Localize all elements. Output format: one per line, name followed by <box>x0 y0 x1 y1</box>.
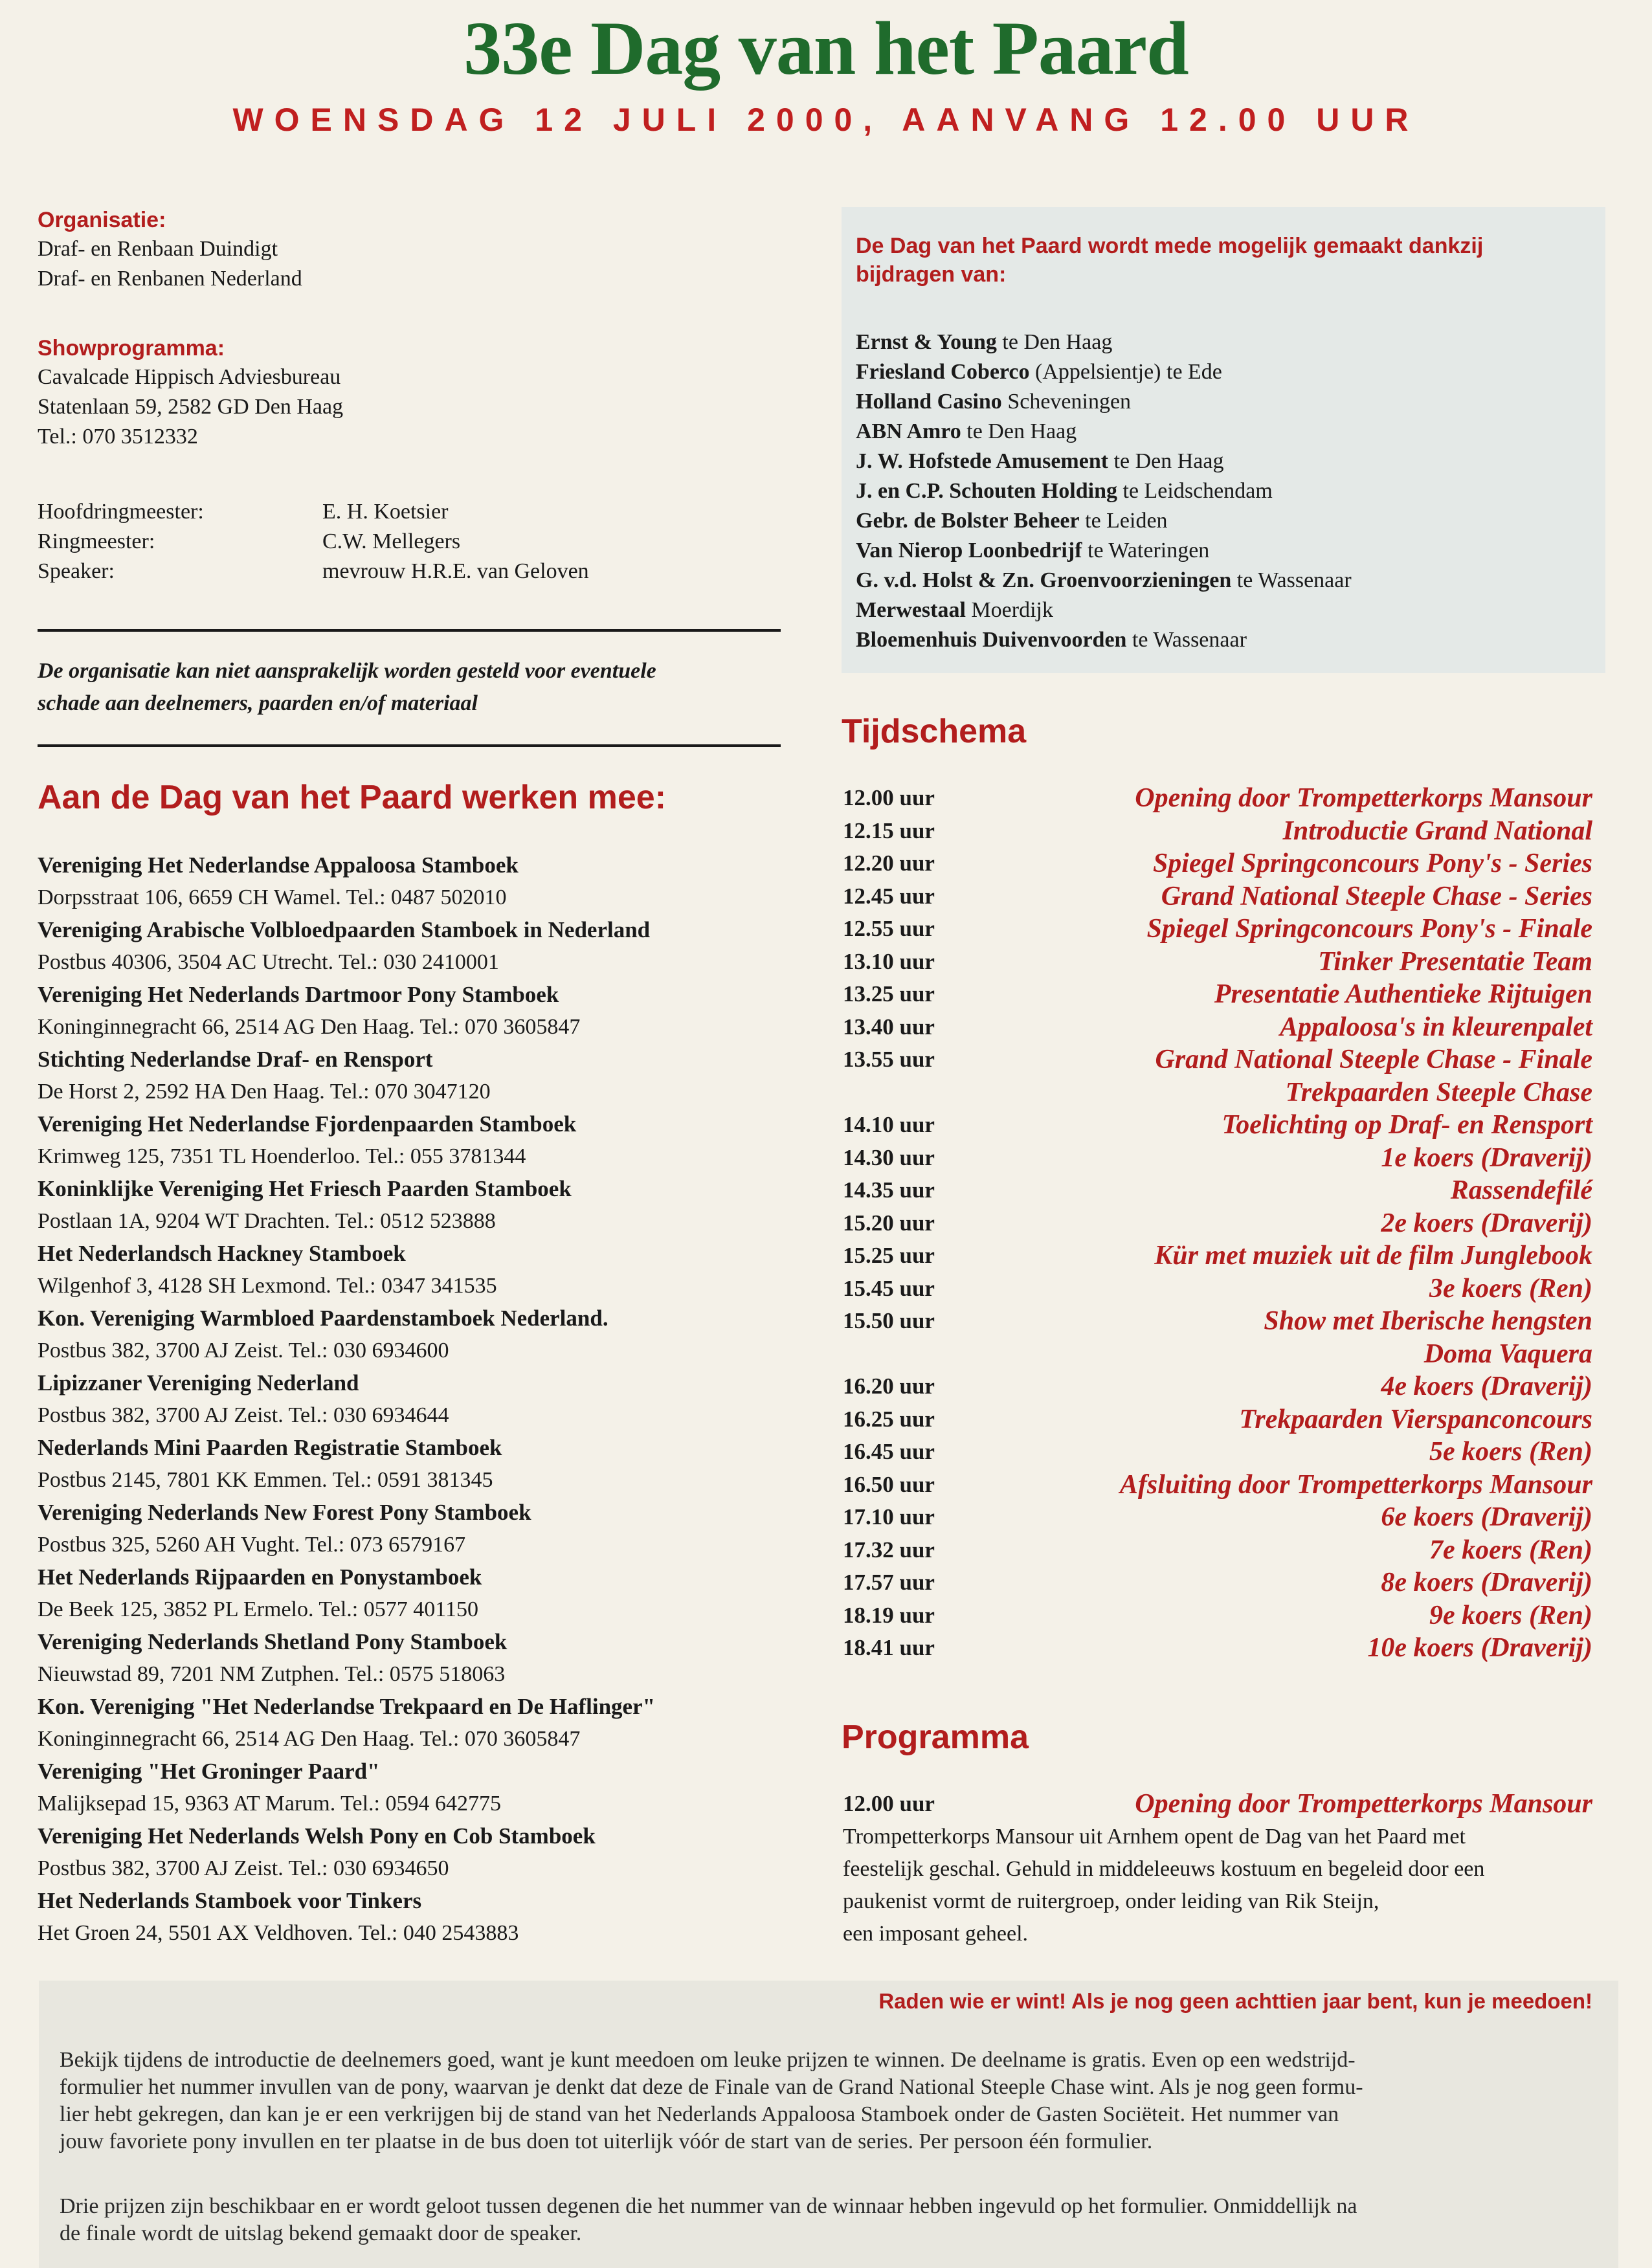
schedule-row <box>843 1273 1592 1306</box>
sponsor-location: te Den Haag <box>996 330 1113 354</box>
programma-text: Trompetterkorps Mansour uit Arnhem opent de Dag van het Paard met <box>843 1824 1466 1849</box>
schedule-event: Grand National Steeple Chase - Finale <box>1155 1045 1592 1074</box>
organisations-list <box>38 849 782 1950</box>
programma-event: Opening door Trompetterkorps Mansour <box>1135 1789 1592 1819</box>
organisation-name: Vereniging Het Nederlandse Appaloosa Stamboek <box>38 852 519 878</box>
organisation-address: Nieuwstad 89, 7201 NM Zutphen. Tel.: 0575 518063 <box>38 1662 506 1686</box>
staff-role: Ringmeester: <box>38 529 155 553</box>
schedule-event: Rassendefilé <box>1450 1175 1592 1205</box>
schedule-event: Grand National Steeple Chase - Series <box>1161 881 1592 911</box>
programma-heading: Programma <box>842 1718 1029 1756</box>
schedule-time: 14.30 uur <box>843 1144 935 1170</box>
sponsor-item <box>856 625 1600 655</box>
schedule-time: 13.25 uur <box>843 981 935 1006</box>
schedule-time: 12.00 uur <box>843 785 935 810</box>
programma-time: 12.00 uur <box>843 1791 935 1816</box>
disclaimer-line: schade aan deelnemers, paarden en/of materiaal <box>38 691 478 715</box>
divider <box>38 744 781 747</box>
contest-text: Drie prijzen zijn beschikbaar en er wordt geloot tussen degenen die het nummer van de winnaar hebben ingevuld op het formulier. Onmiddellijk na <box>60 2194 1357 2218</box>
organisation-address: De Beek 125, 3852 PL Ermelo. Tel.: 0577 401150 <box>38 1597 478 1621</box>
schedule-event: 8e koers (Draverij) <box>1381 1568 1592 1597</box>
sponsor-item <box>856 357 1600 387</box>
sponsor-location: te Leiden <box>1079 509 1168 533</box>
programma-row <box>843 1788 1592 1821</box>
staff-role: Hoofdringmeester: <box>38 500 204 524</box>
sponsor-location: te Wassenaar <box>1231 568 1352 592</box>
schedule-time: 17.57 uur <box>843 1570 935 1595</box>
schedule-time: 14.35 uur <box>843 1177 935 1203</box>
page-title: 33e Dag van het Paard <box>463 6 1189 91</box>
sponsor-item <box>856 566 1600 595</box>
schedule-row <box>843 946 1592 979</box>
schedule-time: 12.55 uur <box>843 916 935 941</box>
sponsor-location: Moerdijk <box>965 598 1053 622</box>
staff-row <box>38 527 782 557</box>
organisation-address: Krimweg 125, 7351 TL Hoenderloo. Tel.: 055 3781344 <box>38 1144 526 1168</box>
sponsor-location: te Wassenaar <box>1126 628 1247 652</box>
organisation-name: Vereniging Nederlands Shetland Pony Stamboek <box>38 1629 508 1654</box>
showprogramma-line: Cavalcade Hippisch Adviesbureau <box>38 365 341 389</box>
organisation-address: De Horst 2, 2592 HA Den Haag. Tel.: 070 3047120 <box>38 1080 491 1104</box>
schedule-event: 7e koers (Ren) <box>1429 1535 1592 1565</box>
organisatie-heading: Organisatie: <box>38 208 166 232</box>
staff-role: Speaker: <box>38 559 115 583</box>
staff-name: C.W. Mellegers <box>322 529 461 553</box>
sponsors-heading: bijdragen van: <box>856 262 1007 287</box>
organisation-name: Kon. Vereniging "Het Nederlandse Trekpaard en De Haflinger" <box>38 1694 656 1719</box>
contest-text: Bekijk tijdens de introductie de deelnemers goed, want je kunt meedoen om leuke prijzen te winnen. De deelname is gratis. Even op een wedstrijd- <box>60 2048 1356 2072</box>
schedule-row <box>843 1534 1592 1567</box>
sponsor-item <box>856 447 1600 476</box>
sponsor-location: te Leidschendam <box>1117 479 1273 503</box>
organisation-name: Het Nederlands Stamboek voor Tinkers <box>38 1888 422 1913</box>
sponsor-name: Gebr. de Bolster Beheer <box>856 509 1080 533</box>
organisatie-line: Draf- en Renbanen Nederland <box>38 267 302 291</box>
schedule-time: 16.50 uur <box>843 1471 935 1497</box>
tijdschema-heading: Tijdschema <box>842 713 1027 750</box>
schedule-event: 4e koers (Draverij) <box>1381 1372 1592 1401</box>
contest-paragraph <box>60 2047 1600 2155</box>
organisation-name: Kon. Vereniging Warmbloed Paardenstamboek Nederland. <box>38 1306 608 1331</box>
schedule-row <box>843 1109 1592 1142</box>
schedule-row <box>843 1469 1592 1502</box>
schedule-row <box>843 1174 1592 1207</box>
sponsor-name: Ernst & Young <box>856 330 997 354</box>
schedule-row <box>843 782 1592 815</box>
sponsor-name: Holland Casino <box>856 390 1002 414</box>
organisation-address: Postbus 382, 3700 AJ Zeist. Tel.: 030 6934600 <box>38 1339 449 1362</box>
sponsor-name: Bloemenhuis Duivenvoorden <box>856 628 1127 652</box>
schedule-row <box>843 913 1592 946</box>
schedule-event: 3e koers (Ren) <box>1429 1273 1592 1304</box>
showprogramma-line: Tel.: 070 3512332 <box>38 425 198 449</box>
contest-heading: Raden wie er wint! Als je nog geen achttien jaar bent, kun je meedoen! <box>878 1989 1592 2013</box>
organisation-name: Koninklijke Vereniging Het Friesch Paarden Stamboek <box>38 1176 572 1201</box>
schedule-event: Opening door Trompetterkorps Mansour <box>1135 783 1592 813</box>
staff-name: mevrouw H.R.E. van Geloven <box>322 559 589 583</box>
staff-name: E. H. Koetsier <box>322 500 449 524</box>
schedule-event: 5e koers (Ren) <box>1429 1437 1592 1467</box>
schedule-time: 14.10 uur <box>843 1112 935 1137</box>
sponsor-name: J. W. Hofstede Amusement <box>856 449 1109 473</box>
organisation-name: Vereniging Het Nederlands Welsh Pony en Cob Stamboek <box>38 1823 596 1849</box>
sponsor-name: Van Nierop Loonbedrijf <box>856 539 1082 562</box>
schedule-event: 6e koers (Draverij) <box>1381 1502 1592 1532</box>
sponsor-item <box>856 536 1600 566</box>
schedule-event: Toelichting op Draf- en Rensport <box>1222 1110 1592 1140</box>
organisation-name: Het Nederlandsch Hackney Stamboek <box>38 1241 406 1266</box>
schedule-event: Tinker Presentatie Team <box>1318 946 1592 977</box>
organisation-name: Vereniging Het Nederlandse Fjordenpaarden Stamboek <box>38 1111 577 1137</box>
showprogramma-section <box>38 334 782 452</box>
showprogramma-line: Statenlaan 59, 2582 GD Den Haag <box>38 395 344 419</box>
schedule-row <box>843 880 1592 913</box>
sponsors-list <box>856 328 1600 655</box>
schedule-row <box>843 1305 1592 1338</box>
schedule-time: 15.20 uur <box>843 1210 935 1236</box>
sponsor-item <box>856 595 1600 625</box>
organisation-address: Postbus 382, 3700 AJ Zeist. Tel.: 030 6934644 <box>38 1403 449 1427</box>
programma-text: een imposant geheel. <box>843 1921 1029 1946</box>
sponsor-name: G. v.d. Holst & Zn. Groenvoorzieningen <box>856 568 1232 592</box>
staff-row <box>38 497 782 527</box>
sponsor-location: (Appelsientje) te Ede <box>1029 360 1222 384</box>
contest-text: lier hebt gekregen, dan kan je er een verkrijgen bij de stand van het Nederlands Appaloosa Stamboek onder de Gasten Sociëteit. Het nummer van <box>60 2102 1339 2126</box>
schedule-row <box>843 1076 1592 1109</box>
staff-list <box>38 497 782 586</box>
schedule-time: 15.25 uur <box>843 1243 935 1268</box>
schedule-time: 17.32 uur <box>843 1537 935 1562</box>
programma-text: feestelijk geschal. Gehuld in middeleeuws kostuum en begeleid door een <box>843 1856 1485 1881</box>
schedule-event: Trekpaarden Steeple Chase <box>1285 1077 1592 1107</box>
contest-text: formulier het nummer invullen van de pony, waarvan je denkt dat deze de Finale van de Grand National Steeple Chase wint. Als je nog geen formu- <box>60 2075 1363 2099</box>
schedule-row <box>843 1599 1592 1632</box>
organisation-address: Het Groen 24, 5501 AX Veldhoven. Tel.: 040 2543883 <box>38 1921 519 1945</box>
schedule-event: Introductie Grand National <box>1282 816 1592 846</box>
event-date-banner: WOENSDAG 12 JULI 2000, AANVANG 12.00 UUR <box>232 102 1420 138</box>
schedule-event: 9e koers (Ren) <box>1429 1600 1592 1630</box>
sponsor-item <box>856 506 1600 536</box>
schedule-row <box>843 1403 1592 1436</box>
sponsor-location: te Den Haag <box>961 419 1077 443</box>
programma-section <box>843 1788 1592 1950</box>
sponsor-name: J. en C.P. Schouten Holding <box>856 479 1117 503</box>
schedule-time: 16.25 uur <box>843 1406 935 1432</box>
schedule-time: 18.19 uur <box>843 1602 935 1628</box>
organisation-address: Koninginnegracht 66, 2514 AG Den Haag. Tel.: 070 3605847 <box>38 1015 581 1039</box>
schedule-event: Appaloosa's in kleurenpalet <box>1279 1012 1592 1042</box>
organisation-name: Stichting Nederlandse Draf- en Rensport <box>38 1047 433 1072</box>
schedule-event: Afsluiting door Trompetterkorps Mansour <box>1119 1469 1592 1500</box>
sponsor-name: Merwestaal <box>856 598 966 622</box>
sponsor-location: Scheveningen <box>1001 390 1132 414</box>
sponsor-item <box>856 476 1600 506</box>
sponsor-item <box>856 387 1600 417</box>
schedule-time: 12.20 uur <box>843 850 935 876</box>
contest-paragraph <box>60 2193 1600 2247</box>
organisation-address: Koninginnegracht 66, 2514 AG Den Haag. Tel.: 070 3605847 <box>38 1727 581 1751</box>
showprogramma-heading: Showprogramma: <box>38 336 225 361</box>
schedule-time: 13.40 uur <box>843 1014 935 1040</box>
schedule-time: 13.55 uur <box>843 1047 935 1072</box>
organisatie-section <box>38 206 782 294</box>
disclaimer-line: De organisatie kan niet aansprakelijk worden gesteld voor eventuele <box>38 659 656 683</box>
schedule-row <box>843 847 1592 880</box>
schedule-event: Kür met muziek uit de film Junglebook <box>1154 1241 1592 1271</box>
organisation-name: Lipizzaner Vereniging Nederland <box>38 1370 359 1395</box>
schedule-time: 15.50 uur <box>843 1308 935 1333</box>
schedule-time: 17.10 uur <box>843 1504 935 1529</box>
organisation-address: Postbus 2145, 7801 KK Emmen. Tel.: 0591 381345 <box>38 1468 493 1492</box>
sponsor-name: ABN Amro <box>856 419 961 443</box>
programma-text: paukenist vormt de ruitergroep, onder leiding van Rik Steijn, <box>843 1889 1379 1913</box>
sponsor-item <box>856 328 1600 357</box>
schedule-time: 18.41 uur <box>843 1635 935 1660</box>
disclaimer <box>38 655 782 720</box>
schedule-row <box>843 1370 1592 1403</box>
schedule-event: Doma Vaquera <box>1423 1339 1592 1369</box>
schedule-row <box>843 815 1592 848</box>
schedule-event: 1e koers (Draverij) <box>1381 1142 1592 1173</box>
schedule-event: Presentatie Authentieke Rijtuigen <box>1214 979 1592 1009</box>
schedule-row <box>843 978 1592 1011</box>
contest-text: de finale wordt de uitslag bekend gemaakt door de speaker. <box>60 2221 582 2245</box>
sponsors-heading: De Dag van het Paard wordt mede mogelijk gemaakt dankzij <box>856 234 1484 258</box>
schedule-time: 16.20 uur <box>843 1373 935 1399</box>
schedule-row <box>843 1240 1592 1273</box>
organisation-name: Vereniging Nederlands New Forest Pony Stamboek <box>38 1500 531 1525</box>
organisation-name: Het Nederlands Rijpaarden en Ponystamboek <box>38 1564 482 1590</box>
schedule-row <box>843 1436 1592 1469</box>
schedule-row <box>843 1142 1592 1175</box>
organisatie-line: Draf- en Renbaan Duindigt <box>38 237 278 261</box>
staff-row <box>38 557 782 586</box>
organisation-address: Dorpsstraat 106, 6659 CH Wamel. Tel.: 0487 502010 <box>38 885 507 909</box>
divider <box>38 629 781 632</box>
organisation-address: Postlaan 1A, 9204 WT Drachten. Tel.: 0512 523888 <box>38 1209 496 1233</box>
organisation-name: Nederlands Mini Paarden Registratie Stamboek <box>38 1435 502 1460</box>
schedule-event: Spiegel Springconcours Pony's - Series <box>1152 849 1592 878</box>
organisation-address: Wilgenhof 3, 4128 SH Lexmond. Tel.: 0347 341535 <box>38 1274 497 1298</box>
sponsor-location: te Wateringen <box>1082 539 1210 562</box>
sponsor-location: te Den Haag <box>1108 449 1224 473</box>
schedule-table <box>843 782 1592 1665</box>
schedule-row <box>843 1207 1592 1240</box>
schedule-row <box>843 1338 1592 1371</box>
organisation-name: Vereniging Arabische Volbloedpaarden Stamboek in Nederland <box>38 917 651 942</box>
organisation-name: Vereniging Het Nederlands Dartmoor Pony Stamboek <box>38 982 559 1007</box>
schedule-row <box>843 1011 1592 1044</box>
schedule-time: 13.10 uur <box>843 948 935 974</box>
schedule-event: Show met Iberische hengsten <box>1264 1306 1592 1336</box>
werken-mee-heading: Aan de Dag van het Paard werken mee: <box>38 779 667 816</box>
schedule-time: 16.45 uur <box>843 1439 935 1464</box>
schedule-event: Spiegel Springconcours Pony's - Finale <box>1146 914 1592 944</box>
schedule-row <box>843 1501 1592 1534</box>
sponsor-name: Friesland Coberco <box>856 360 1030 384</box>
organisation-address: Postbus 325, 5260 AH Vught. Tel.: 073 6579167 <box>38 1533 466 1557</box>
schedule-row <box>843 1043 1592 1076</box>
sponsor-item <box>856 417 1600 447</box>
organisation-address: Postbus 40306, 3504 AC Utrecht. Tel.: 030 2410001 <box>38 950 499 974</box>
schedule-event: Trekpaarden Vierspanconcours <box>1239 1404 1592 1434</box>
schedule-time: 12.45 uur <box>843 883 935 909</box>
organisation-name: Vereniging "Het Groninger Paard" <box>38 1759 380 1784</box>
contest-text: jouw favoriete pony invullen en ter plaatse in de bus doen tot uiterlijk vóór de start van de series. Per persoon één formulier. <box>60 2129 1153 2153</box>
schedule-time: 15.45 uur <box>843 1275 935 1301</box>
organisation-address: Postbus 382, 3700 AJ Zeist. Tel.: 030 6934650 <box>38 1856 449 1880</box>
schedule-row <box>843 1632 1592 1665</box>
schedule-time: 12.15 uur <box>843 817 935 843</box>
schedule-row <box>843 1566 1592 1599</box>
schedule-event: 10e koers (Draverij) <box>1367 1633 1592 1663</box>
schedule-event: 2e koers (Draverij) <box>1381 1208 1592 1238</box>
organisation-address: Malijksepad 15, 9363 AT Marum. Tel.: 0594 642775 <box>38 1792 501 1816</box>
sponsors-section <box>856 232 1600 655</box>
